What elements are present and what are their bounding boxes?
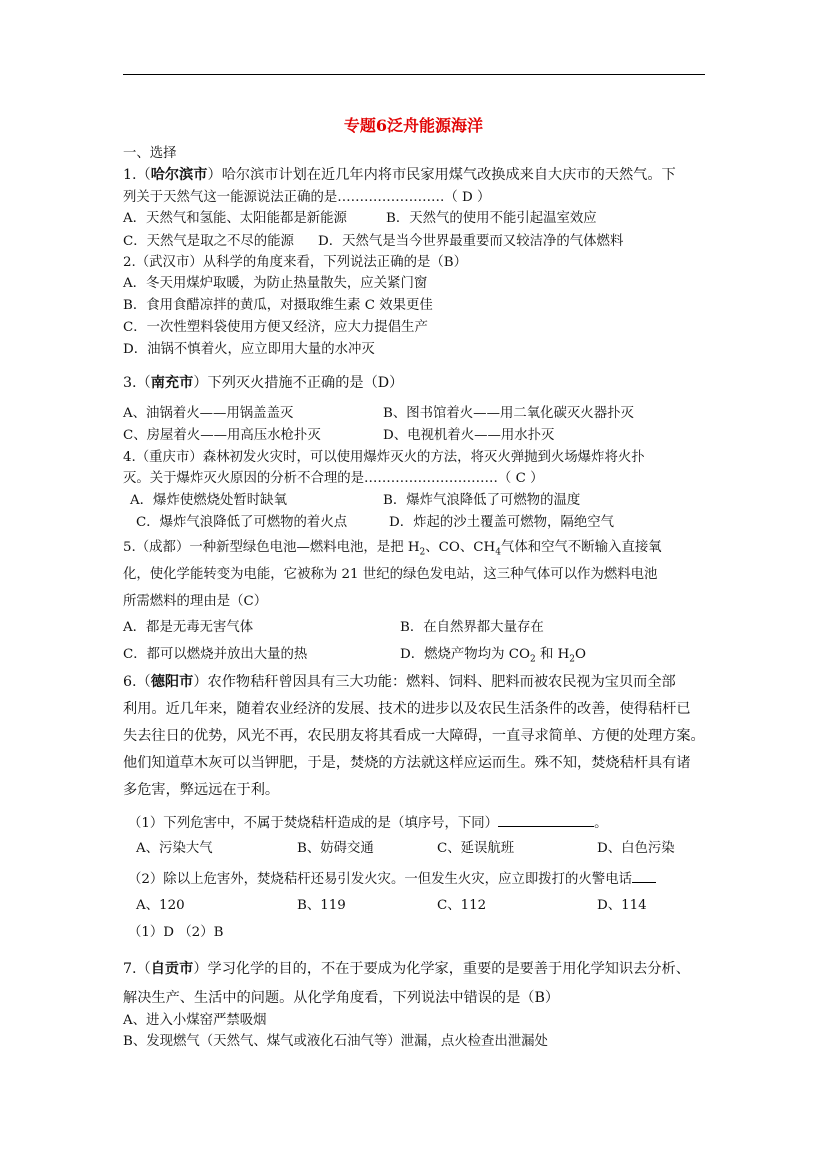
city-zigong: 自贡市 <box>150 961 194 977</box>
question-6-1-option-d: D、白色污染 <box>597 841 675 856</box>
question-5-stem-line3: 所需燃料的理由是（C） <box>123 594 268 609</box>
question-3-option-a: A、油锅着火——用锅盖盖灭 <box>123 406 294 421</box>
question-7-stem-line2: 解决生产、生活中的问题。从化学角度看，下列说法中错误的是（B） <box>123 990 560 1006</box>
page-title: 专题6泛舟能源海洋 <box>343 116 484 135</box>
question-6-1-option-b: B、妨碍交通 <box>297 841 374 856</box>
question-4-stem: 4.（重庆市）森林初发火灾时，可以使用爆炸灭火的方法，将灭火弹抛到火场爆炸将火扑 <box>123 450 645 465</box>
question-1-option-d: D．天然气是当今世界最重要而又较洁净的气体燃料 <box>318 234 624 249</box>
question-3-option-d: D、电视机着火——用水扑灭 <box>383 428 555 443</box>
question-6-2-option-d: D、114 <box>597 898 647 913</box>
question-7-option-a: A、进入小煤窑严禁吸烟 <box>123 1013 267 1028</box>
question-2-option-a: A．冬天用煤炉取暖，为防止热量散失，应关紧门窗 <box>123 276 428 291</box>
city-deyang: 德阳市 <box>150 674 194 690</box>
question-7-stem: 7.（自贡市）学习化学的目的，不在于要成为化学家，重要的是要善于用化学知识去分析、 <box>123 961 690 977</box>
question-6-2-option-b: B、119 <box>297 898 346 913</box>
question-6-stem-line2: 利用。近几年来，随着农业经济的发展、技术的进步以及农民生活条件的改善，使得秸杆已 <box>123 701 691 717</box>
question-4-stem-line2: 灭。关于爆炸灭火原因的分析不合理的是…………………………（ C ） <box>123 471 544 486</box>
question-5-stem: 5.（成都）一种新型绿色电池—燃料电池，是把 $H_2$、CO、$CH_4$气体和空气不断输入直接氧 <box>123 540 662 558</box>
question-1-option-a: A．天然气和氢能、太阳能都是新能源 <box>123 211 347 226</box>
question-6-stem-line4: 他们知道草木灰可以当钾肥，于是，焚烧的方法就这样应运而生。殊不知，焚烧秸杆具有诸 <box>123 755 691 771</box>
question-5-option-d: D．燃烧产物均为 $CO_2$ 和 $H_2O$ <box>400 647 586 665</box>
answer-blank[interactable] <box>498 812 594 827</box>
question-6-stem-line3: 失去往日的优势，风光不再，农民朋友将其看成一大障碍，一直寻求简单、方便的处理方案。 <box>123 728 705 744</box>
question-5-option-b: B．在自然界都大量存在 <box>400 620 544 635</box>
question-1-stem: 1.（哈尔滨市）哈尔滨市计划在近几年内将市民家用煤气改换成来自大庆市的天然气。下 <box>123 167 676 183</box>
question-6-answer: （1）D （2）B <box>128 925 224 940</box>
question-1-option-b: B．天然气的使用不能引起温室效应 <box>386 211 597 226</box>
question-6-1-option-c: C、延误航班 <box>437 841 515 856</box>
question-5-option-c: C．都可以燃烧并放出大量的热 <box>123 647 308 662</box>
question-4-option-d: D．炸起的沙土覆盖可燃物，隔绝空气 <box>389 515 614 530</box>
answer-blank[interactable] <box>632 868 656 883</box>
question-6-stem-line5: 多危害，弊远远在于利。 <box>123 782 280 798</box>
question-2-option-b: B．食用食醋凉拌的黄瓜，对摄取维生素 C 效果更佳 <box>123 298 433 313</box>
city-nanchong: 南充市 <box>150 375 194 391</box>
question-6-subquestion-2: （2）除以上危害外，焚烧秸杆还易引发火灾。一但发生火灾，应立即拨打的火警电话 <box>128 868 656 889</box>
header-rule <box>123 74 705 75</box>
question-5-stem-line2: 化，使化学能转变为电能，它被称为 21 世纪的绿色发电站，这三种气体可以作为燃料电池 <box>123 567 658 582</box>
question-2-stem: 2.（武汉市）从科学的角度来看，下列说法正确的是（B） <box>123 255 467 270</box>
question-1-stem-line2: 列关于天然气这一能源说法正确的是……………………（ D ） <box>123 190 491 205</box>
question-2-option-c: C．一次性塑料袋使用方便又经济，应大力提倡生产 <box>123 320 428 335</box>
question-3-stem: 3.（南充市）下列灭火措施不正确的是（D） <box>123 375 404 391</box>
question-4-option-a: A．爆炸使燃烧处暂时缺氧 <box>130 493 287 508</box>
question-3-option-b: B、图书馆着火——用二氧化碳灭火器扑灭 <box>383 406 634 421</box>
question-6-stem: 6.（德阳市）农作物秸秆曾因具有三大功能：燃料、饲料、肥料而被农民视为宝贝而全部 <box>123 674 676 690</box>
question-4-option-c: C．爆炸气浪降低了可燃物的着火点 <box>136 515 348 530</box>
section-heading: 一、选择 <box>123 146 177 161</box>
question-6-2-option-a: A、120 <box>136 898 185 913</box>
question-5-option-a: A．都是无毒无害气体 <box>123 620 254 635</box>
city-harbin: 哈尔滨市 <box>150 167 208 183</box>
question-6-subquestion-1: （1）下列危害中，不属于焚烧秸杆造成的是（填序号，下同） 。 <box>128 812 607 833</box>
question-6-1-option-a: A、污染大气 <box>136 841 213 856</box>
question-3-option-c: C、房屋着火——用高压水枪扑灭 <box>123 428 321 443</box>
question-1-option-c: C．天然气是取之不尽的能源 <box>123 234 294 249</box>
question-4-option-b: B．爆炸气浪降低了可燃物的温度 <box>383 493 581 508</box>
question-7-option-b: B、发现燃气（天然气、煤气或液化石油气等）泄漏，点火检查出泄漏处 <box>123 1034 548 1049</box>
question-2-option-d: D．油锅不慎着火，应立即用大量的水冲灭 <box>123 342 375 357</box>
question-6-2-option-c: C、112 <box>437 898 487 913</box>
